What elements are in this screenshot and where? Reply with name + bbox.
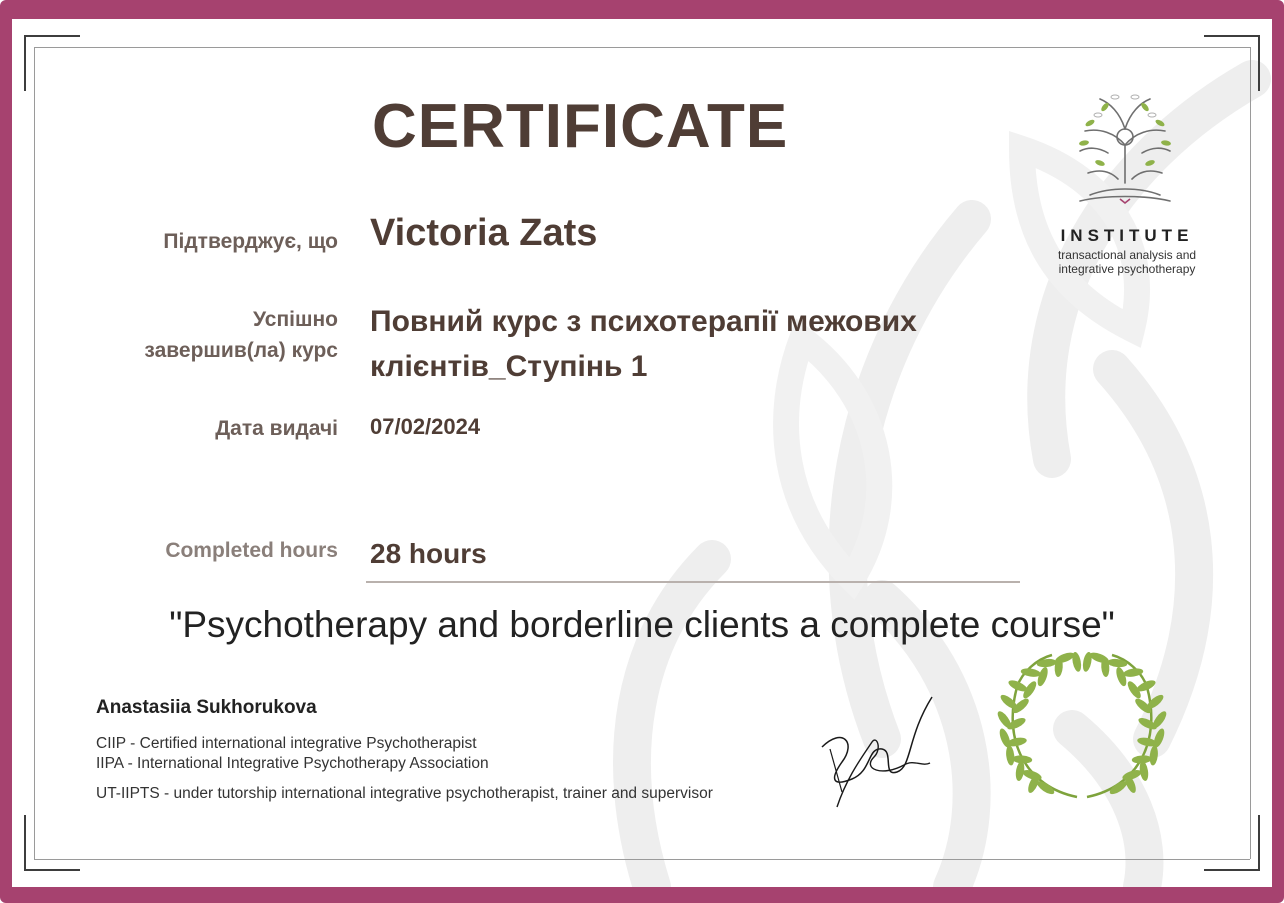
credential-ut-iipts: UT-IIPTS - under tutorship international integrative psychotherapist, trainer and supervisor bbox=[96, 785, 713, 802]
certificate-sheet bbox=[12, 19, 1272, 887]
credential-iipa: IIPA - International Integrative Psychotherapy Association bbox=[96, 755, 489, 772]
confirms-label: Підтверджує, що bbox=[163, 230, 338, 253]
wreath-leaf bbox=[1114, 666, 1128, 688]
course-quote: "Psychotherapy and borderline clients a complete course" bbox=[169, 604, 1115, 645]
hours-value: 28 hours bbox=[370, 538, 487, 569]
inner-border-bottom bbox=[34, 859, 1250, 860]
credential-ciip: CIIP - Certified international integrative Psychotherapist bbox=[96, 735, 477, 752]
hours-label: Completed hours bbox=[165, 539, 338, 562]
institute-subtitle-line1: transactional analysis and bbox=[1057, 248, 1197, 262]
completed-label-line1: Успішно bbox=[253, 308, 338, 331]
inner-border-top bbox=[34, 47, 1250, 48]
corner-bottom-left bbox=[24, 811, 84, 871]
institute-subtitle bbox=[1042, 248, 1212, 276]
course-name-line2: клієнтів_Ступінь 1 bbox=[370, 350, 648, 383]
certificate-title: CERTIFICATE bbox=[372, 92, 789, 161]
inner-border-left bbox=[34, 47, 35, 859]
corner-bottom-right bbox=[1200, 811, 1260, 871]
signer-name: Anastasiia Sukhorukova bbox=[96, 697, 317, 718]
course-name-line1: Повний курс з психотерапії межових bbox=[370, 305, 917, 338]
institute-subtitle-line2: integrative psychotherapy bbox=[1058, 262, 1196, 276]
wreath-leaf bbox=[1149, 745, 1159, 766]
hours-underline bbox=[366, 581, 1020, 583]
wreath-leaf bbox=[1005, 745, 1015, 766]
signature-icon bbox=[812, 687, 942, 812]
date-label: Дата видачі bbox=[215, 417, 338, 440]
date-value: 07/02/2024 bbox=[370, 414, 481, 439]
recipient-name: Victoria Zats bbox=[370, 212, 598, 254]
course-name bbox=[370, 299, 1030, 389]
completed-label-line2: завершив(ла) курс bbox=[144, 339, 338, 362]
institute-name: INSTITUTE bbox=[1060, 226, 1194, 245]
corner-top-left bbox=[24, 35, 84, 95]
tree-logo-icon bbox=[1060, 83, 1190, 213]
laurel-wreath-icon bbox=[997, 647, 1167, 807]
inner-border-right bbox=[1250, 47, 1251, 859]
completed-label bbox=[144, 304, 338, 366]
corner-top-right bbox=[1200, 35, 1260, 95]
wreath-leaf bbox=[1036, 666, 1050, 688]
